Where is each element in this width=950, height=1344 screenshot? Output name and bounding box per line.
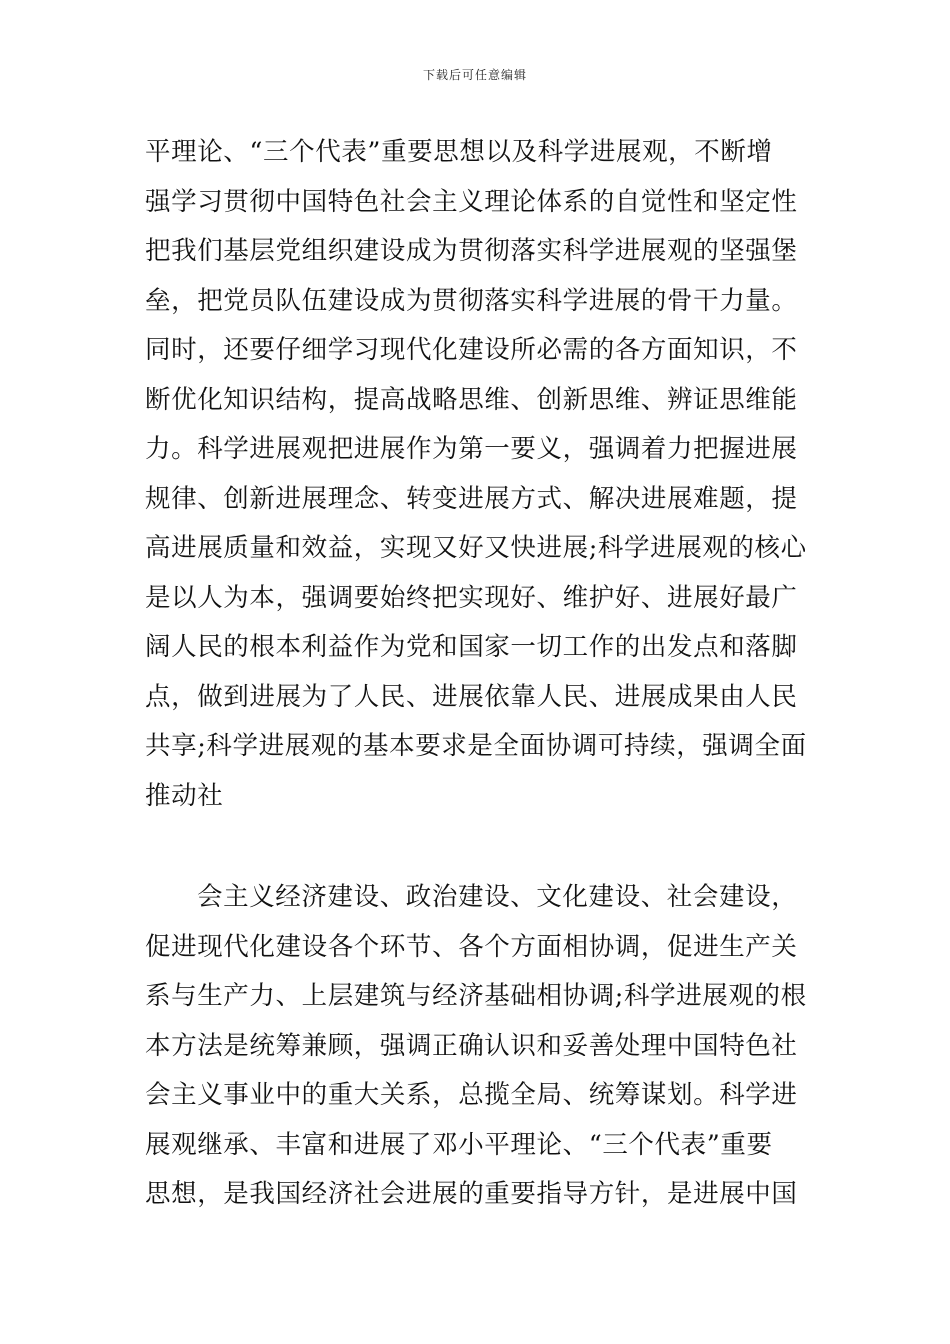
text-line: 点，做到进展为了人民、进展依靠人民、进展成果由人民 [145,681,798,712]
text-line: 促进现代化建设各个环节、各个方面相协调，促进生产关 [145,931,798,962]
text-line: 高进展质量和效益，实现又好又快进展;科学进展观的核心 [145,533,807,563]
header-note: 下载后可任意编辑 [422,68,527,82]
paragraph-1 [145,128,811,821]
text-line: 会主义经济建设、政治建设、文化建设、社会建设， [197,882,798,912]
text-line: 强学习贯彻中国特色社会主义理论体系的自觉性和坚定性 [145,186,798,217]
text-line: 同时，还要仔细学习现代化建设所必需的各方面知识，不 [145,335,798,365]
text-line: 把我们基层党组织建设成为贯彻落实科学进展观的坚强堡 [145,236,798,266]
text-line: 规律、创新进展理念、转变进展方式、解决进展难题，提 [145,483,798,514]
text-line: 思想，是我国经济社会进展的重要指导方针，是进展中国 [145,1179,798,1209]
text-line: 断优化知识结构，提高战略思维、创新思维、辨证思维能 [145,384,798,415]
text-line: 平理论、“三个代表”重要思想以及科学进展观，不断增 [145,137,773,167]
paragraph-2 [145,873,811,1220]
text-line: 力。科学进展观把进展作为第一要义，强调着力把握进展 [145,434,798,464]
text-line: 共享;科学进展观的基本要求是全面协调可持续，强调全面 [145,731,807,761]
text-line: 阔人民的根本利益作为党和国家一切工作的出发点和落脚 [145,632,798,662]
text-line: 展观继承、丰富和进展了邓小平理论、“三个代表”重要 [145,1129,773,1160]
text-line: 本方法是统筹兼顾，强调正确认识和妥善处理中国特色社 [145,1030,798,1061]
text-line: 会主义事业中的重大关系，总揽全局、统筹谋划。科学进 [145,1080,798,1110]
text-line: 垒，把党员队伍建设成为贯彻落实科学进展的骨干力量。 [145,285,798,316]
text-line: 是以人为本，强调要始终把实现好、维护好、进展好最广 [145,582,798,613]
text-line: 系与生产力、上层建筑与经济基础相协调;科学进展观的根 [145,981,807,1011]
text-line: 推动社 [145,780,224,811]
